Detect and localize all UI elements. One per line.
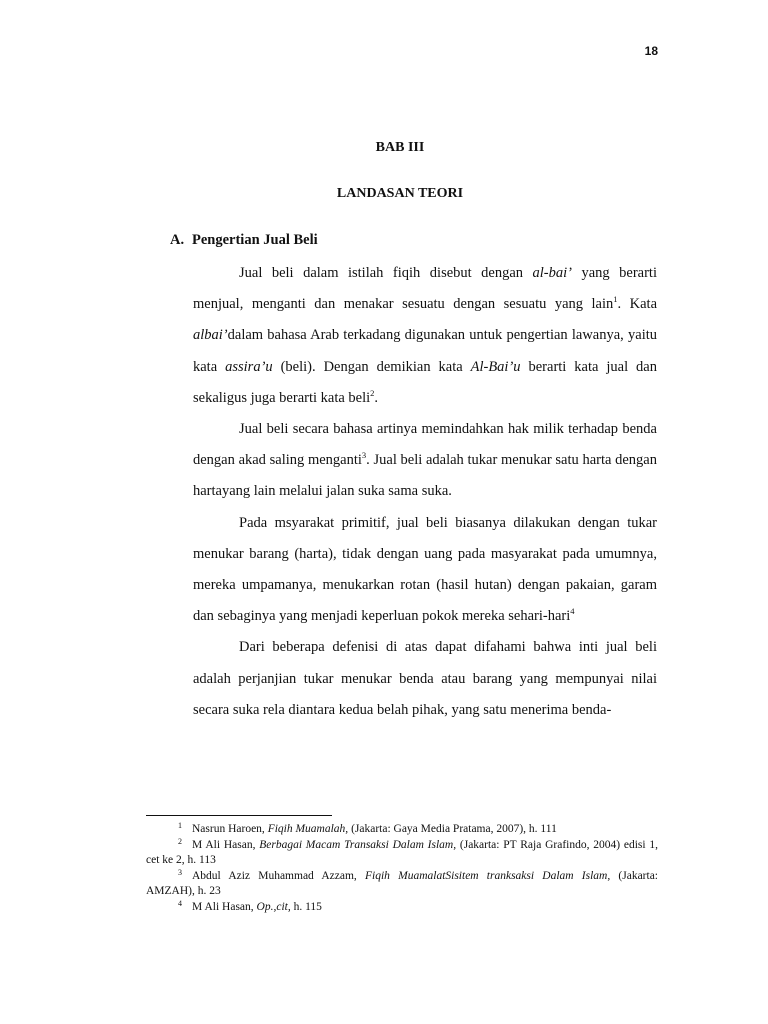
term-al-bai: al-bai’ [532, 265, 572, 281]
text: (Jakarta: PT Raja Grafindo, 2004) edisi 1, cet ke 2, h. 113 [146, 838, 658, 866]
text: (beli). Dengan demikian kata [272, 358, 471, 375]
footnote-mark: 3 [178, 867, 182, 877]
footnote-mark: 2 [178, 836, 182, 846]
footnote-3 [146, 869, 658, 900]
book-title: Fiqih MuamalatSisitem tranksaksi Dalam Islam, [365, 869, 611, 882]
footnotes [146, 822, 658, 915]
footnote-ref-1: 1 [613, 294, 618, 305]
page-number: 18 [644, 44, 658, 58]
paragraph-2 [193, 414, 657, 508]
section-letter: A. [170, 232, 185, 248]
text: h. 115 [290, 900, 322, 913]
book-title: Fiqih Muamalah, [267, 823, 349, 835]
book-title: Op.,cit, [256, 900, 291, 913]
text: yang berarti menjual, menganti dan menakar sesuatu dengan sesuatu yang lain [193, 265, 657, 313]
footnote-2 [146, 838, 658, 869]
text: . [374, 389, 379, 406]
text: berarti kata jual dan sekaligus juga berarti kata beli [193, 358, 657, 406]
chapter-heading: BAB III [375, 140, 425, 155]
section-title: Pengertian Jual Beli [192, 232, 318, 248]
paragraph-4 [193, 632, 657, 726]
text: M Ali Hasan, [192, 838, 260, 851]
footnote-separator [146, 815, 332, 816]
footnote-mark: 1 [178, 821, 182, 830]
footnote-ref-3: 3 [361, 450, 367, 461]
term-al-baiu: Al-Bai’u [470, 358, 521, 375]
text: M Ali Hasan, [192, 900, 257, 913]
text: dalam bahasa Arab terkadang digunakan untuk pengertian lawanya, yaitu kata [193, 327, 657, 375]
footnote-ref-4: 4 [570, 606, 575, 617]
text: Abdul Aziz Muhammad Azzam, [192, 869, 365, 882]
book-title: Berbagai Macam Transaksi Dalam Islam, [259, 838, 457, 851]
footnote-ref-2: 2 [370, 387, 375, 398]
text: (Jakarta: AMZAH), h. 23 [146, 869, 659, 897]
footnote-1 [146, 822, 658, 838]
body-text [193, 258, 657, 726]
text: Nasrun Haroen, [192, 823, 268, 835]
term-albai: albai’ [193, 327, 228, 344]
paragraph-1 [193, 258, 657, 414]
text: (Jakarta: Gaya Media Pratama, 2007), h. 111 [348, 823, 557, 835]
text: . Kata [617, 296, 658, 313]
text: . Jual beli adalah tukar menukar satu harta dengan hartayang lain melalui jalan suka sama suka. [193, 452, 657, 500]
section-heading [170, 232, 318, 249]
text: Jual beli secara bahasa artinya memindahkan hak milik terhadap benda dengan akad saling menganti [193, 421, 657, 469]
footnote-4 [146, 900, 658, 916]
text: Dari beberapa defenisi di atas dapat difahami bahwa inti jual beli adalah perjanjian tukar menukar benda atau barang yang mempunyai nilai secara suka rela diantara kedua belah pihak, yang satu menerima benda- [193, 639, 657, 718]
footnote-mark: 4 [178, 898, 182, 908]
paragraph-3 [193, 508, 657, 633]
chapter-title: LANDASAN TEORI [336, 186, 464, 201]
text: Pada msyarakat primitif, jual beli biasanya dilakukan dengan tukar menukar barang (harta), tidak dengan uang pada masyarakat pada umumnya, mereka umpamanya, menukarkan rotan (hasil hutan) dengan pakaian, garam dan sebaginya yang menjadi keperluan pokok mereka sehari-hari [193, 514, 657, 625]
term-assirau: assira’u [225, 358, 273, 375]
text: Jual beli dalam istilah fiqih disebut dengan [239, 265, 533, 281]
